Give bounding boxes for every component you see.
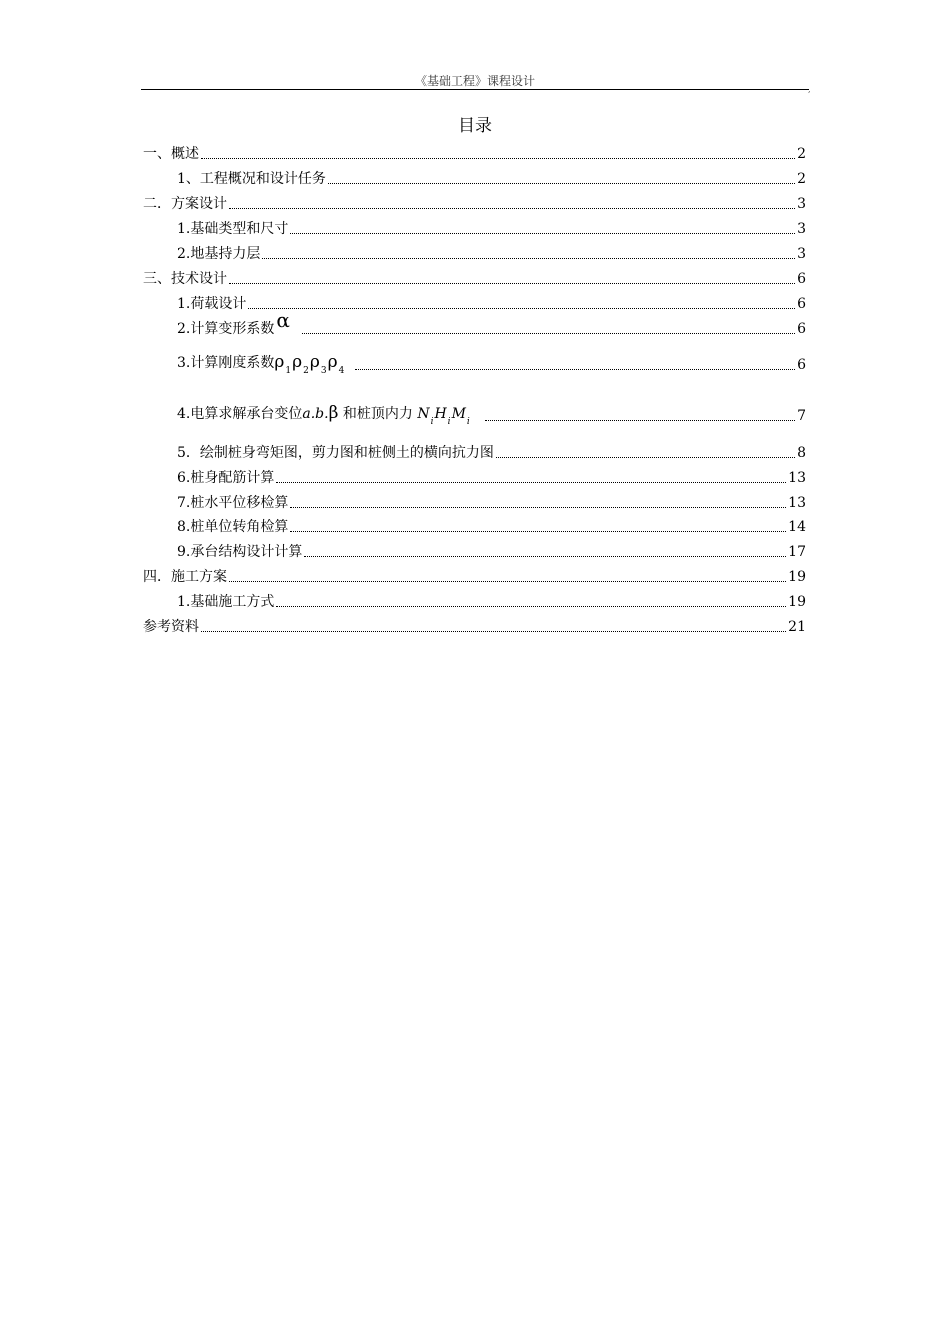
toc-entry-page: 6 bbox=[797, 271, 806, 287]
toc-entry-page: 19 bbox=[788, 569, 806, 585]
toc-entry-page: 14 bbox=[788, 519, 806, 535]
toc-leader-dots bbox=[276, 482, 786, 483]
toc-entry-page: 2 bbox=[797, 146, 806, 162]
toc-entry-label: 6.桩身配筋计算 bbox=[177, 470, 275, 486]
toc-leader-dots bbox=[229, 283, 795, 284]
toc-entry-label: 1、工程概况和设计任务 bbox=[177, 171, 326, 187]
subscript: 3 bbox=[320, 366, 327, 376]
toc-entry-pile-diagrams[interactable] bbox=[177, 444, 806, 462]
toc-entry-bearing-layer[interactable] bbox=[177, 245, 806, 263]
toc-entry-label: 一、概述 bbox=[143, 146, 199, 162]
toc-entry-label: 1.荷载设计 bbox=[177, 296, 247, 312]
toc-entry-overview[interactable] bbox=[143, 145, 806, 163]
toc-leader-dots bbox=[290, 507, 786, 508]
header-tick: , bbox=[808, 85, 811, 94]
toc-entry-stiffness-coefficient[interactable] bbox=[177, 353, 806, 374]
toc-entry-load-design[interactable] bbox=[177, 295, 806, 313]
toc-leader-dots bbox=[201, 631, 786, 632]
toc-leader-dots bbox=[290, 233, 795, 234]
toc-entry-page: 6 bbox=[797, 296, 806, 312]
toc-entry-label: 1.基础类型和尺寸 bbox=[177, 221, 289, 237]
toc-entry-horizontal-displacement[interactable] bbox=[177, 494, 806, 512]
force-symbol: M bbox=[451, 406, 466, 422]
toc-entry-page: 2 bbox=[797, 171, 806, 187]
toc-entry-page: 8 bbox=[797, 445, 806, 461]
toc-entry-text: 和桩顶内力 bbox=[342, 406, 413, 422]
toc-title: 目录 bbox=[458, 116, 492, 136]
toc-leader-dots bbox=[229, 208, 795, 209]
toc-leader-dots bbox=[355, 369, 795, 370]
beta-symbol: β bbox=[328, 403, 339, 423]
toc-entry-scheme-design[interactable] bbox=[143, 195, 806, 213]
toc-leader-dots bbox=[262, 258, 795, 259]
toc-entry-page: 6 bbox=[797, 357, 806, 373]
toc-entry-construction-plan[interactable] bbox=[143, 568, 806, 586]
toc-entry-deformation-coefficient[interactable] bbox=[177, 308, 806, 338]
toc-entry-page: 3 bbox=[797, 246, 806, 262]
displacement-symbols: a.b. bbox=[302, 406, 329, 422]
toc-entry-label: 四．施工方案 bbox=[143, 569, 227, 585]
toc-entry-reinforcement[interactable] bbox=[177, 469, 806, 487]
toc-leader-dots bbox=[485, 420, 795, 421]
toc-entry-technical-design[interactable] bbox=[143, 270, 806, 288]
toc-entry-construction-method[interactable] bbox=[177, 593, 806, 611]
toc-leader-dots bbox=[304, 556, 786, 557]
toc-entry-page: 17 bbox=[788, 544, 806, 560]
toc-entry-text: 2.计算变形系数 bbox=[177, 321, 275, 337]
toc-entry-project-overview[interactable] bbox=[177, 170, 806, 188]
toc-entry-references[interactable] bbox=[143, 618, 806, 636]
toc-entry-label: 参考资料 bbox=[143, 619, 199, 635]
toc-entry-cap-displacement[interactable] bbox=[177, 404, 806, 425]
toc-entry-text: 4.电算求解承台变位 bbox=[177, 406, 303, 422]
toc-entry-label: 三、技术设计 bbox=[143, 271, 227, 287]
toc-entry-label: 1.基础施工方式 bbox=[177, 594, 275, 610]
toc-entry-label: 9.承台结构设计计算 bbox=[177, 544, 303, 560]
subscript: i bbox=[430, 417, 434, 427]
force-symbol: N bbox=[417, 406, 430, 422]
toc-entry-page: 19 bbox=[788, 594, 806, 610]
subscript: i bbox=[447, 417, 451, 427]
toc-leader-dots bbox=[290, 531, 786, 532]
header-rule bbox=[141, 89, 809, 90]
toc-entry-foundation-type[interactable] bbox=[177, 220, 806, 238]
toc-leader-dots bbox=[248, 308, 795, 309]
subscript: 4 bbox=[338, 366, 345, 376]
toc-leader-dots bbox=[201, 158, 795, 159]
force-symbol: H bbox=[434, 406, 447, 422]
toc-entry-label: 7.桩水平位移检算 bbox=[177, 495, 289, 511]
toc-entry-label bbox=[177, 404, 471, 425]
toc-entry-label: 2.地基持力层 bbox=[177, 246, 261, 262]
toc-leader-dots bbox=[276, 606, 786, 607]
subscript: i bbox=[466, 417, 470, 427]
toc-entry-cap-structure[interactable] bbox=[177, 543, 806, 561]
rho-symbol: ρ bbox=[274, 352, 285, 372]
toc-leader-dots bbox=[328, 183, 795, 184]
subscript: 1 bbox=[285, 366, 292, 376]
toc-entry-label bbox=[177, 308, 290, 338]
toc-entry-label: 5．绘制桩身弯矩图，剪力图和桩侧土的横向抗力图 bbox=[177, 445, 494, 461]
toc-entry-text: 3.计算刚度系数 bbox=[177, 355, 275, 371]
page-header: 《基础工程》课程设计 bbox=[414, 74, 535, 88]
toc-entry-label: 8.桩单位转角检算 bbox=[177, 519, 289, 535]
alpha-symbol: α bbox=[276, 308, 290, 332]
toc-leader-dots bbox=[302, 333, 795, 334]
toc-entry-rotation-check[interactable] bbox=[177, 518, 806, 536]
rho-symbol: ρ bbox=[292, 352, 303, 372]
toc-entry-label: 二．方案设计 bbox=[143, 196, 227, 212]
toc-entry-page: 13 bbox=[788, 470, 806, 486]
toc-entry-page: 7 bbox=[797, 408, 806, 424]
subscript: 2 bbox=[303, 366, 309, 376]
toc-entry-page: 6 bbox=[797, 321, 806, 337]
toc-entry-page: 3 bbox=[797, 221, 806, 237]
rho-symbol: ρ bbox=[309, 352, 320, 372]
rho-symbol: ρ bbox=[327, 352, 338, 372]
toc-entry-page: 21 bbox=[788, 619, 806, 635]
toc-leader-dots bbox=[229, 581, 786, 582]
toc-entry-page: 13 bbox=[788, 495, 806, 511]
toc-entry-page: 3 bbox=[797, 196, 806, 212]
toc-leader-dots bbox=[496, 457, 795, 458]
toc-entry-label bbox=[177, 353, 345, 374]
